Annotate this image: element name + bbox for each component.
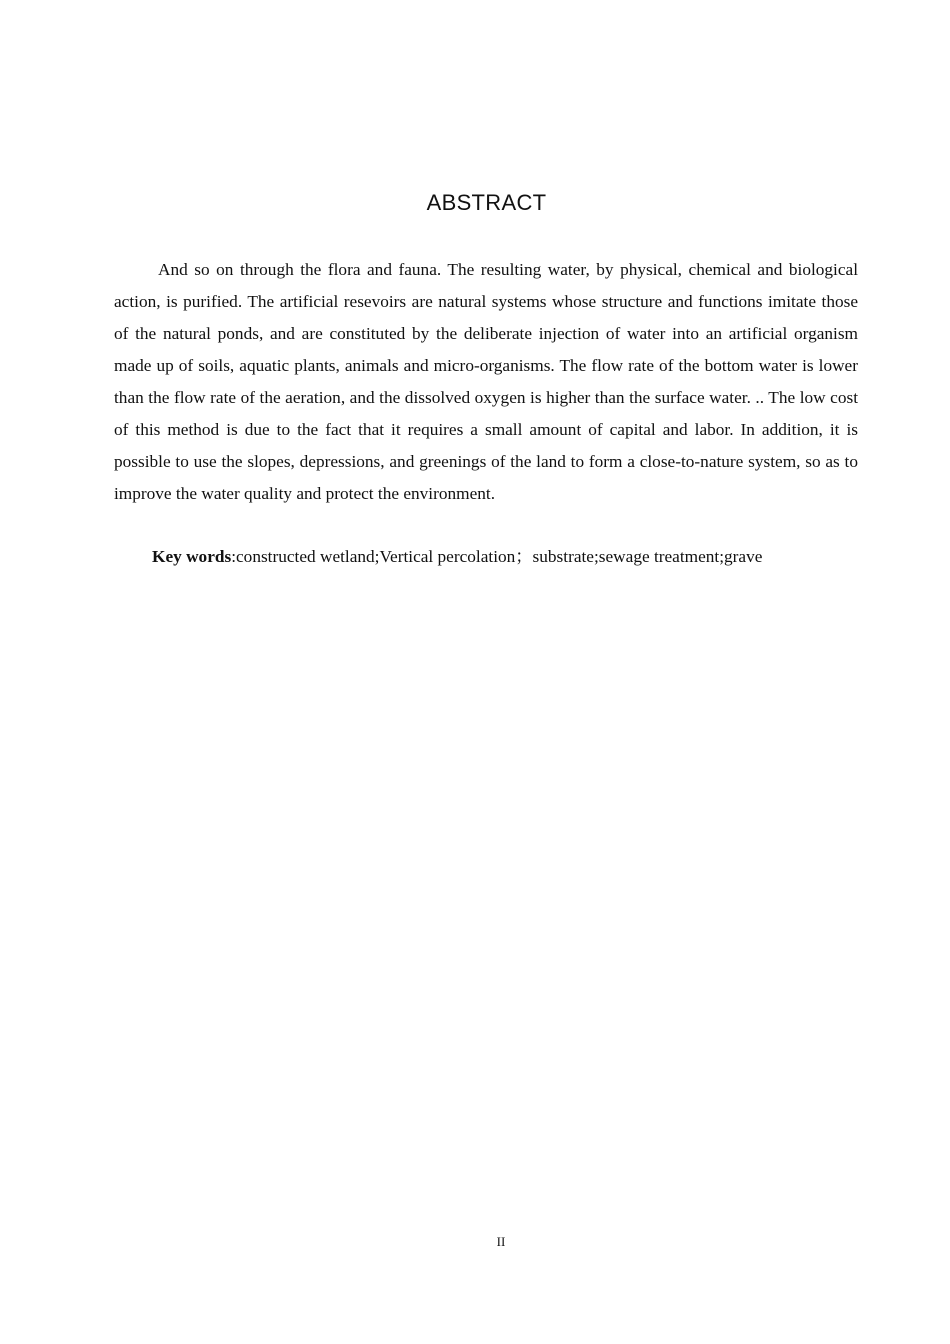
abstract-paragraph: And so on through the flora and fauna. The resulting water, by physical, chemical and biological action, is purified. The artificial resevoirs are natural systems whose structure and functions imitate those of the natural ponds, and are constituted by the deliberate injection of water into an artificial organism made up of soils, aquatic plants, animals and micro-organisms. The flow rate of the bottom water is lower than the flow rate of the aeration, and the dissolved oxygen is higher than the surface water. .. The low cost of this method is due to the fact that it requires a small amount of capital and labor. In addition, it is possible to use the slopes, depressions, and greenings of the land to form a close-to-nature system, so as to improve the water quality and protect the environment. — [114, 260, 858, 503]
page-number: II — [496, 1234, 506, 1249]
keywords-line — [152, 541, 872, 573]
keywords-list: :constructed wetland;Vertical percolation；substrate;sewage treatment;grave — [231, 547, 763, 566]
abstract-title: ABSTRACT — [426, 190, 547, 215]
keywords-label: Key words — [152, 547, 232, 566]
